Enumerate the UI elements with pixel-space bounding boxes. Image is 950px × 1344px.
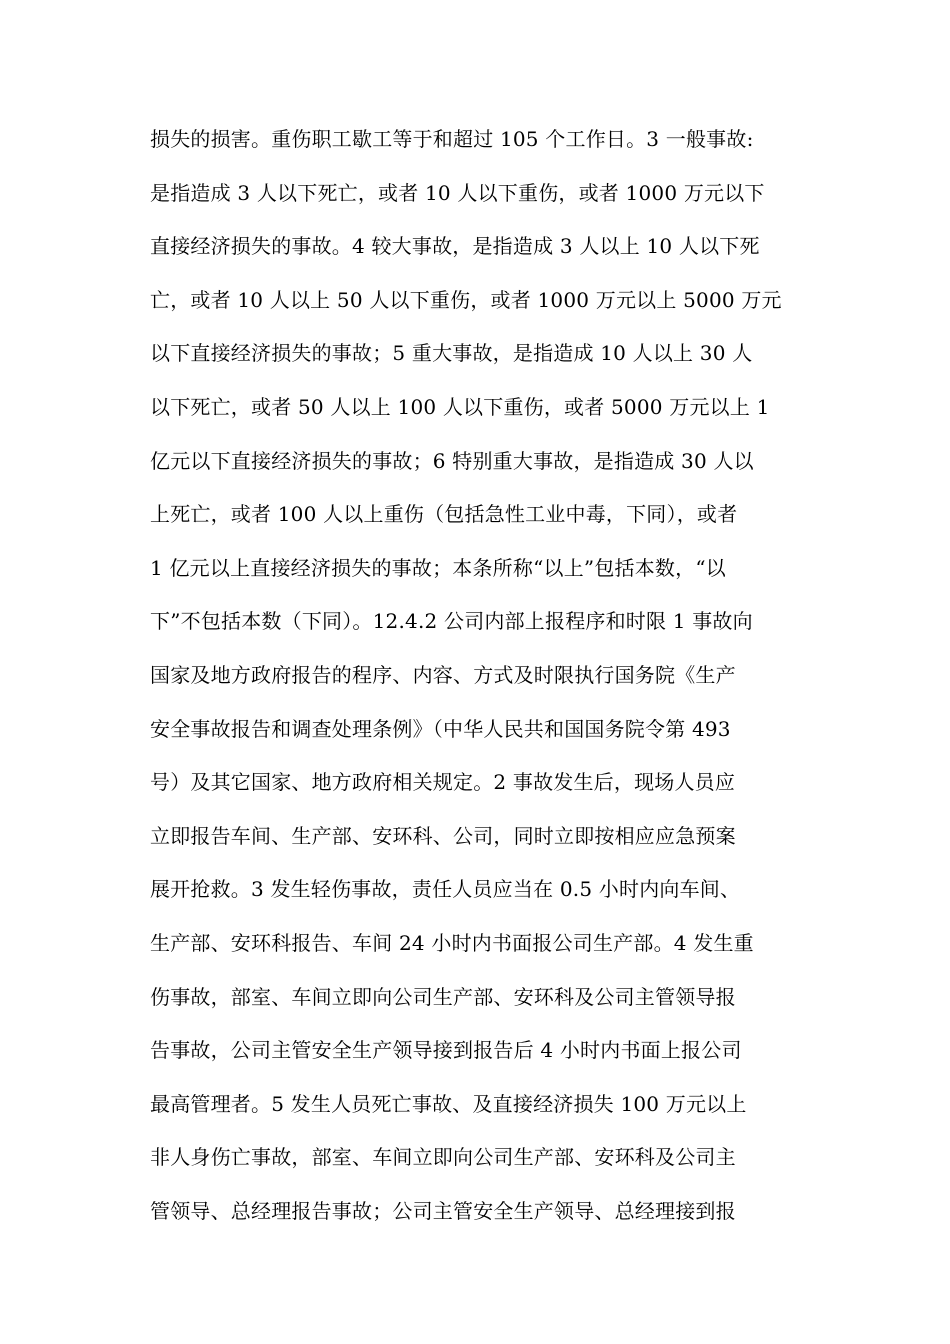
text-line: 1 亿元以上直接经济损失的事故；本条所称“以上”包括本数，“以 (150, 555, 726, 580)
text-line: 安全事故报告和调查处理条例》（中华人民共和国国务院令第 493 (150, 716, 731, 741)
text-line: 下”不包括本数（下同）。12.4.2 公司内部上报程序和时限 1 事故向 (150, 609, 753, 634)
body-text (150, 116, 810, 1241)
text-line: 是指造成 3 人以下死亡，或者 10 人以下重伤，或者 1000 万元以下 (150, 180, 765, 205)
text-line: 国家及地方政府报告的程序、内容、方式及时限执行国务院《生产 (150, 662, 736, 687)
text-line: 非人身伤亡事故，部室、车间立即向公司生产部、安环科及公司主 (150, 1145, 736, 1170)
text-line: 亡，或者 10 人以上 50 人以下重伤，或者 1000 万元以上 5000 万元 (150, 287, 782, 312)
text-line: 损失的损害。重伤职工歇工等于和超过 105 个工作日。3 一般事故: (150, 127, 754, 151)
text-line: 生产部、安环科报告、车间 24 小时内书面报公司生产部。4 发生重 (150, 930, 754, 955)
text-line: 亿元以下直接经济损失的事故；6 特别重大事故，是指造成 30 人以 (150, 448, 754, 473)
text-line: 上死亡，或者 100 人以上重伤（包括急性工业中毒，下同），或者 (150, 502, 738, 527)
text-line: 管领导、总经理报告事故；公司主管安全生产领导、总经理接到报 (150, 1198, 736, 1223)
text-line: 告事故，公司主管安全生产领导接到报告后 4 小时内书面上报公司 (150, 1038, 742, 1063)
text-line: 展开抢救。3 发生轻伤事故，责任人员应当在 0.5 小时内向车间、 (150, 877, 741, 902)
text-line: 伤事故，部室、车间立即向公司生产部、安环科及公司主管领导报 (150, 984, 736, 1009)
text-line: 以下死亡，或者 50 人以上 100 人以下重伤，或者 5000 万元以上 1 (150, 394, 770, 419)
text-line: 立即报告车间、生产部、安环科、公司，同时立即按相应应急预案 (150, 823, 736, 848)
text-line: 号）及其它国家、地方政府相关规定。2 事故发生后，现场人员应 (150, 770, 736, 795)
text-line: 最高管理者。5 发生人员死亡事故、及直接经济损失 100 万元以上 (150, 1091, 747, 1116)
text-line: 直接经济损失的事故。4 较大事故，是指造成 3 人以上 10 人以下死 (150, 234, 760, 259)
text-line: 以下直接经济损失的事故；5 重大事故，是指造成 10 人以上 30 人 (150, 341, 753, 366)
